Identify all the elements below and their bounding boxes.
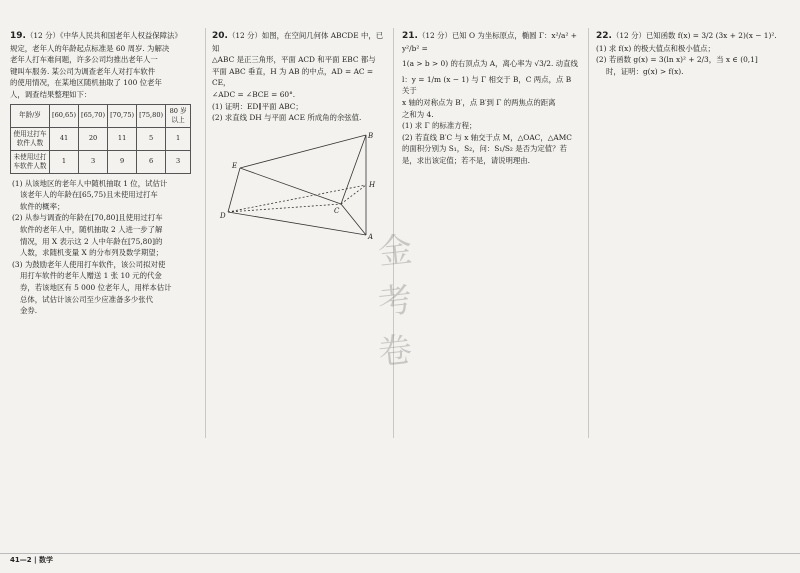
question-text-line: （12 分）如图，在空间几何体 ABCDE 中，已知 (212, 31, 384, 53)
question-text-line: （12 分）已知函数 f(x) = 3/2 (3x + 2)(x − 1)². (611, 31, 777, 40)
geometry-figure (216, 130, 381, 240)
vertex-label-D: D (220, 211, 226, 220)
table-cell: 年龄/岁 (11, 104, 50, 127)
table-cell: 9 (108, 150, 137, 173)
table-header-row (11, 104, 191, 127)
table-cell: [70,75) (108, 104, 137, 127)
question-part: 时，证明：g(x) > f(x). (606, 66, 684, 76)
edge-DA (228, 212, 366, 235)
page-footer (0, 543, 800, 573)
question-22 (596, 30, 792, 77)
stamp-glyph: 考 (376, 279, 415, 324)
question-part: (2) 求直线 DH 与平面 ACE 所成角的余弦值. (212, 113, 362, 123)
table-cell: [75,80) (137, 104, 166, 127)
question-19 (10, 30, 202, 317)
table-cell: 3 (79, 150, 108, 173)
table-cell: 80 岁以上 (166, 104, 191, 127)
question-text-line: （12 分）《中华人民共和国老年人权益保障法》 (25, 31, 182, 40)
table-cell: [65,70) (79, 104, 108, 127)
question-part: (1) 求 f(x) 的极大值点和极小值点； (596, 43, 715, 53)
vertex-label-A: A (368, 232, 374, 240)
question-text-line: （12 分）已知 O 为坐标原点，椭圆 Γ：x²/a² + y²/b² = (402, 31, 577, 53)
stamp-glyph: 金 (376, 229, 415, 274)
question-part: 软件的老年人中，随机抽取 2 人进一步了解 (20, 224, 163, 234)
question-text-line: 规定，老年人的年龄起点标准是 60 周岁. 为解决 (10, 43, 170, 53)
question-part: (1) 从该地区的老年人中随机抽取 1 位，试估计 (12, 178, 168, 188)
edge-BC (341, 135, 366, 204)
table-cell: 41 (50, 127, 79, 150)
question-part: 情况，用 X 表示这 2 人中年龄在[75,80]的 (20, 236, 163, 246)
table-cell: 6 (137, 150, 166, 173)
column-divider (588, 28, 589, 438)
question-text-line: x 轴的对称点为 B′，点 B′到 Γ 的两焦点的距离 (402, 97, 556, 107)
vertex-label-H: H (369, 180, 376, 189)
question-text-line: 的使用情况，在某地区随机抽取了 100 位老年 (10, 78, 162, 88)
table-row-label: 使用过打车软件人数 (11, 127, 50, 150)
stamp-glyph: 卷 (376, 329, 415, 374)
question-part: 该老年人的年龄在[65,75)且未使用过打车 (20, 190, 158, 200)
question-text-line: △ABC 是正三角形，平面 ACD 和平面 EBC 都与 (212, 55, 376, 65)
question-21 (402, 30, 580, 167)
question-part: (1) 求 Γ 的标准方程； (402, 121, 477, 131)
vertex-label-E: E (232, 161, 238, 170)
edge-CA (341, 204, 366, 235)
table-cell: 5 (137, 127, 166, 150)
question-text-line: 之和为 4. (402, 109, 434, 119)
question-20 (212, 30, 384, 247)
question-part: (1) 证明：ED∥平面 ABC； (212, 101, 303, 111)
question-number: 21. (402, 31, 418, 41)
table-cell: 1 (166, 127, 191, 150)
question-part: 人数，求随机变量 X 的分布列及数学期望； (20, 248, 163, 258)
edge-DH (228, 185, 366, 212)
page-number: 41—2 | 数学 (10, 556, 54, 564)
question-text-line: ∠ADC = ∠BCE = 60°. (212, 89, 296, 99)
edge-EB (240, 135, 366, 168)
question-part: 是，求出该定值；若不是，请说明理由. (402, 155, 530, 165)
vertex-label-B: B (368, 131, 374, 140)
question-part: 软件的概率； (20, 201, 65, 211)
table-row-label: 未使用过打车软件人数 (11, 150, 50, 173)
edge-DE (228, 168, 240, 212)
edge-EC (240, 168, 341, 204)
question-part: (2) 若函数 g(x) = 3(ln x)² + 2/3，当 x ∈ (0,1] (596, 55, 758, 65)
question-part: 用打车软件的老年人赠送 1 张 10 元的代金 (20, 271, 162, 281)
question-number: 22. (596, 31, 612, 41)
question-text-line: 1(a > b > 0) 的右顶点为 A，离心率为 √3/2. 动直线 (402, 59, 578, 69)
question-part: (3) 为鼓励老年人使用打车软件，该公司拟对使 (12, 259, 166, 269)
question-part: 总体，试估计该公司至少应准备多少张代 (20, 294, 154, 304)
question-part: 券，若该地区有 5 000 位老年人，用样本估计 (20, 282, 172, 292)
column-divider (205, 28, 206, 438)
question-number: 19. (10, 31, 26, 41)
table-cell: 1 (50, 150, 79, 173)
question-part: (2) 从参与调查的年龄在[70,80]且使用过打车 (12, 213, 163, 223)
question-part: 金券. (20, 306, 38, 316)
vertex-label-C: C (334, 206, 340, 215)
survey-table (10, 104, 191, 174)
table-row (11, 127, 191, 150)
question-text-line: 老年人打车难问题，许多公司均推出老年人一 (10, 55, 158, 65)
table-cell: 11 (108, 127, 137, 150)
question-part: 的面积分别为 S₁，S₂，问：S₁/S₂ 是否为定值？若 (402, 144, 567, 154)
table-row (11, 150, 191, 173)
question-number: 20. (212, 31, 228, 41)
footer-rule (0, 553, 800, 554)
edge-DC (228, 204, 341, 212)
question-text-line: 平面 ABC 垂直，H 为 AB 的中点，AD = AC = CE， (212, 66, 374, 88)
table-cell: [60,65) (50, 104, 79, 127)
watermark-stamp (378, 225, 438, 385)
question-text-line: l：y = 1/m (x − 1) 与 Γ 相交于 B，C 两点，点 B 关于 (402, 74, 572, 96)
question-part: (2) 若直线 B′C 与 x 轴交于点 M，△OAC，△AMC (402, 132, 572, 142)
table-cell: 3 (166, 150, 191, 173)
question-text-line: 键叫车服务. 某公司为调查老年人对打车软件 (10, 66, 156, 76)
table-cell: 20 (79, 127, 108, 150)
question-text-line: 人，调查结果整理如下： (10, 89, 92, 99)
